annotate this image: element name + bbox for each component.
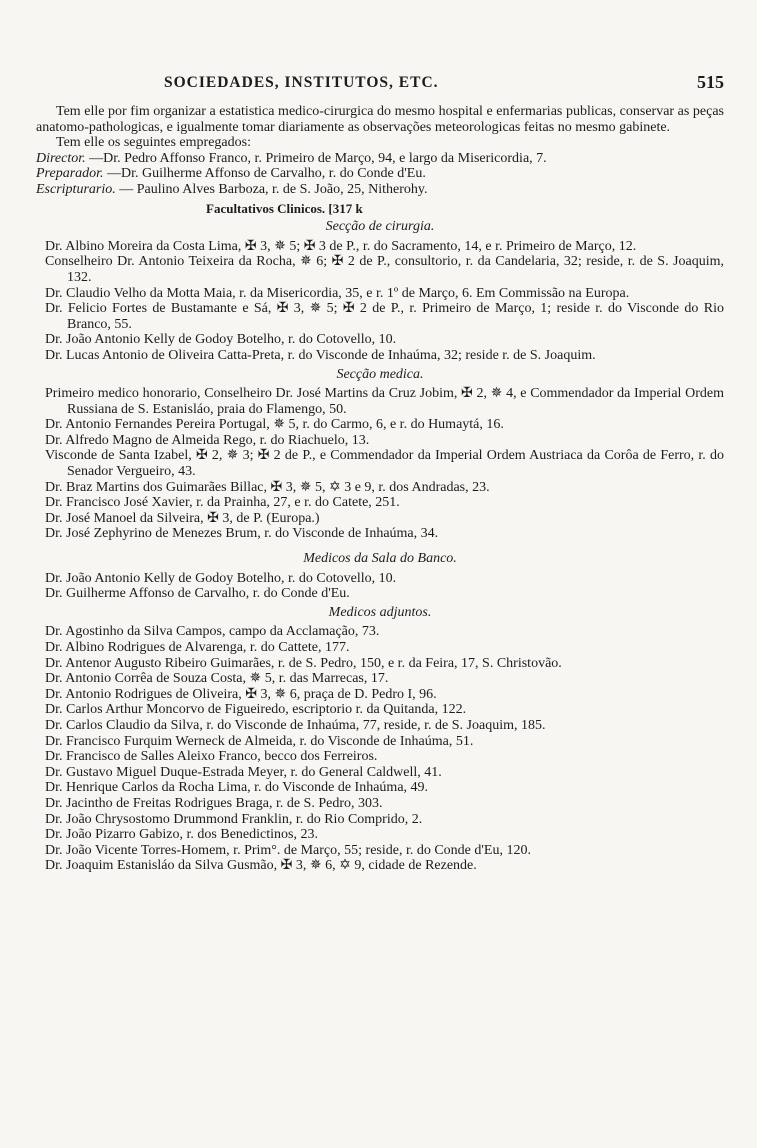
list-item: Dr. Antenor Augusto Ribeiro Guimarães, r. de S. Pedro, 150, e r. da Feira, 17, S. Christovão.	[45, 655, 562, 671]
list-item: Dr. Gustavo Miguel Duque-Estrada Meyer, r. do General Caldwell, 41.	[45, 764, 442, 780]
section-title-sala-do-banco: Medicos da Sala do Banco.	[303, 551, 457, 567]
list-item: Dr. João Chrysostomo Drummond Franklin, r. do Rio Comprido, 2.	[45, 811, 423, 827]
list-item: Dr. Francisco José Xavier, r. da Prainha, 27, e r. do Catete, 251.	[45, 495, 400, 511]
list-item: Dr. Francisco de Salles Aleixo Franco, becco dos Ferreiros.	[45, 749, 378, 765]
list-item: Dr. Claudio Velho da Motta Maia, r. da Misericordia, 35, e r. 1º de Março, 6. Em Commissão na Europa.	[45, 285, 630, 301]
list-item: Visconde de Santa Izabel, ✠ 2, ✵ 3; ✠ 2 de P., e Commendador da Imperial Ordem Austriaca da Corôa de Ferro, r. do Senador Vergueiro, 43.	[45, 448, 724, 480]
list-item: Conselheiro Dr. Antonio Teixeira da Rocha, ✵ 6; ✠ 2 de P., consultorio, r. da Candelaria, 32; reside, r. de S. Joaquim, 132.	[45, 254, 724, 285]
page-header	[36, 74, 724, 104]
running-title: SOCIEDADES, INSTITUTOS, ETC.	[164, 74, 439, 91]
intro-paragraph: Tem elle por fim organizar a estatistica medico-cirurgica do mesmo hospital e enfermarias publicas, conservar as peças anatomo-pathologicas, e igualmente tomar diariamente as observações meteorologicas feitas no mesmo gabinete.	[36, 104, 724, 135]
list-item: Dr. Antonio Fernandes Pereira Portugal, ✵ 5, r. do Carmo, 6, e r. do Humaytá, 16.	[45, 417, 504, 433]
list-item: Dr. Felicio Fortes de Bustamante e Sá, ✠ 3, ✵ 5; ✠ 2 de P., r. Primeiro de Março, 1; reside r. do Visconde do Rio Branco, 55.	[45, 301, 724, 332]
list-item: Dr. João Antonio Kelly de Godoy Botelho, r. do Cotovello, 10.	[45, 332, 397, 348]
staff-entry-escripturario	[36, 182, 724, 198]
list-item: Dr. Lucas Antonio de Oliveira Catta-Preta, r. do Visconde de Inhaúma, 32; reside r. de S. Joaquim.	[45, 347, 596, 363]
list-item: Dr. Albino Rodrigues de Alvarenga, r. do Cattete, 177.	[45, 640, 350, 655]
staff-text: — Paulino Alves Barboza, r. de S. João, 25, Nitherohy.	[119, 181, 428, 197]
list-item: Dr. Alfredo Magno de Almeida Rego, r. do Riachuelo, 13.	[45, 432, 370, 448]
staff-entry-preparador	[36, 166, 724, 182]
list-item: Dr. José Zephyrino de Menezes Brum, r. do Visconde de Inhaúma, 34.	[45, 526, 439, 542]
list-item: Dr. Carlos Arthur Moncorvo de Figueiredo, escriptorio r. da Quitanda, 122.	[45, 702, 467, 718]
list-item: Dr. Carlos Claudio da Silva, r. do Visconde de Inhaúma, 77, reside, r. de S. Joaquim, 185.	[45, 717, 546, 733]
list-item: Dr. Braz Martins dos Guimarães Billac, ✠ 3, ✵ 5, ✡ 3 e 9, r. dos Andradas, 23.	[45, 479, 490, 495]
list-item: Dr. José Manoel da Silveira, ✠ 3, de P. (Europa.)	[45, 510, 320, 526]
list-item: Dr. Joaquim Estanisláo da Silva Gusmão, ✠ 3, ✵ 6, ✡ 9, cidade de Rezende.	[45, 858, 477, 874]
list-item: Dr. Jacintho de Freitas Rodrigues Braga, r. de S. Pedro, 303.	[45, 795, 383, 811]
intro-employees-line: Tem elle os seguintes empregados:	[56, 135, 251, 151]
document-page	[36, 74, 724, 874]
list-item: Dr. Guilherme Affonso de Carvalho, r. do Conde d'Eu.	[45, 586, 350, 602]
list-item: Dr. João Vicente Torres-Homem, r. Prim°. de Março, 55; reside, r. do Conde d'Eu, 120.	[45, 842, 531, 858]
list-item: Dr. Henrique Carlos da Rocha Lima, r. do Visconde de Inhaúma, 49.	[45, 780, 429, 796]
page-number: 515	[697, 72, 724, 92]
list-item: Dr. João Antonio Kelly de Godoy Botelho, r. do Cotovello, 10.	[45, 570, 397, 586]
list-item: Dr. Albino Moreira da Costa Lima, ✠ 3, ✵ 5; ✠ 3 de P., r. do Sacramento, 14, e r. Primeiro de Março, 12.	[45, 238, 637, 254]
staff-role: Director.	[36, 150, 86, 166]
list-item: Dr. Antonio Rodrigues de Oliveira, ✠ 3, ✵ 6, praça de D. Pedro I, 96.	[45, 686, 437, 702]
section-title-cirurgia: Secção de cirurgia.	[325, 219, 435, 235]
staff-role: Escripturario.	[36, 181, 116, 197]
list-item: Dr. Francisco Furquim Werneck de Almeida, r. do Visconde de Inhaúma, 51.	[45, 733, 474, 749]
section-title-medica: Secção medica.	[336, 366, 424, 382]
faculty-heading: Facultativos Clinicos. [317 k	[206, 200, 363, 216]
staff-text: —Dr. Guilherme Affonso de Carvalho, r. do Conde d'Eu.	[107, 166, 426, 182]
staff-entry-director	[36, 151, 724, 167]
staff-text: —Dr. Pedro Affonso Franco, r. Primeiro de Março, 94, e largo da Misericordia, 7.	[89, 150, 547, 166]
list-item: Primeiro medico honorario, Conselheiro Dr. José Martins da Cruz Jobim, ✠ 2, ✵ 4, e Commendador da Imperial Ordem Russiana de S. Estanisláo, praia do Flamengo, 50.	[45, 386, 724, 417]
staff-role: Preparador.	[36, 166, 104, 182]
list-item: Dr. Antonio Corrêa de Souza Costa, ✵ 5, r. das Marrecas, 17.	[45, 671, 389, 687]
list-item: Dr. João Pizarro Gabizo, r. dos Benedictinos, 23.	[45, 827, 318, 843]
list-item: Dr. Agostinho da Silva Campos, campo da Acclamação, 73.	[45, 624, 380, 640]
section-title-adjuntos: Medicos adjuntos.	[328, 604, 432, 620]
